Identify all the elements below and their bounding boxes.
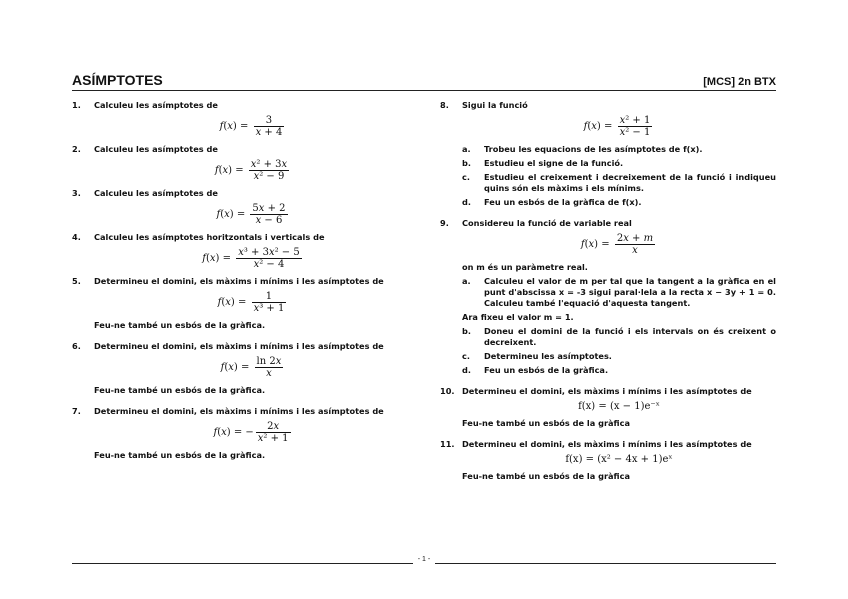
exercise-8-d: d. Feu un esbós de la gràfica de f(x). <box>462 197 642 207</box>
exercise-2: 2. Calculeu les asímptotes de f(x) = $\frac{\text{x² + 3x}}{\text{x² − 9}}$ <box>72 144 412 182</box>
formula-4: f(x) = $\frac{\text{x³ + 3x² − 5}}{\text{x² − 4}}$ <box>202 247 300 270</box>
footer-divider-left <box>72 563 413 564</box>
exercise-8: 8. Sigui la funció f(x) = $\frac{\text{x² + 1}}{\text{x² − 1}}$ a. Trobeu les equacions de les asímptotes de f(x). b. Estudieu el signe de la funció. c. Estudieu el creixement i decreixement de la funció i indiqueu quins són els màxims i els mínims. d. Feu un esbós de la gràfica de f(x). <box>440 100 776 207</box>
formula-10: f(x) = (x − 1)e⁻ˣ <box>578 401 660 412</box>
exercise-5: 5. Determineu el domini, els màxims i mínims i les asímptotes de f(x) = $\frac{1}{\text{x³ + 1}}$ Feu-ne també un esbós de la gràfica. <box>72 276 412 331</box>
exercise-8-b: b. Estudieu el signe de la funció. <box>462 158 624 168</box>
formula-11: f(x) = (x² − 4x + 1)eˣ <box>565 454 673 465</box>
exercise-9-c: c. Determineu les asímptotes. <box>462 351 612 361</box>
formula-3: f(x) = $\frac{5x + 2}{x - 6}$ <box>216 203 286 226</box>
course-tag: [MCS] 2n BTX <box>703 76 776 88</box>
formula-7: f(x) = − $\frac{2x}{\text{x² + 1}}$ <box>213 421 289 444</box>
exercise-4: 4. Calculeu les asímptotes horitzontals i verticals de f(x) = $\frac{\text{x³ + 3x² − 5}}{\text{x² − 4}}$ <box>72 232 412 270</box>
exercise-9: 9. Considereu la funció de variable real f(x) = $\frac{2x + m}{x}$ on m és un paràmetre real. a. Calculeu el valor de m per tal que la tangent a la gràfica en el punt d'abscissa x = -3 sigui paral·lela a la recta x − 3y + 1 = 0. Calculeu també l'equació d'aquesta tangent. Ara fixeu el valor m = 1. b. Doneu el domini de la funció i els intervals on és creixent o decreixent. c. Determineu les asímptotes. d. Feu un esbós de la gràfica. <box>440 218 776 375</box>
formula-6: f(x) = $\frac{\ln 2x}{x}$ <box>220 356 282 379</box>
exercise-1: 1. Calculeu les asímptotes de f(x) = $\frac{3}{x + 4}$ <box>72 100 412 138</box>
formula-2: f(x) = $\frac{\text{x² + 3x}}{\text{x² − 9}}$ <box>214 159 288 182</box>
formula-8: f(x) = $\frac{\text{x² + 1}}{\text{x² − 1}}$ <box>583 115 651 138</box>
left-column <box>72 100 412 464</box>
exercise-8-c: c. Estudieu el creixement i decreixement de la funció i indiqueu quins són els màxims i els mínims. <box>462 172 776 193</box>
footer-divider-right <box>435 563 776 564</box>
formula-9: f(x) = $\frac{2x + m}{x}$ <box>580 233 654 256</box>
exercise-11: 11. Determineu el domini, els màxims i mínims i les asímptotes de f(x) = (x² − 4x + 1)eˣ Feu-ne també un esbós de la gràfica <box>440 439 776 482</box>
exercise-10: 10. Determineu el domini, els màxims i mínims i les asímptotes de f(x) = (x − 1)e⁻ˣ Feu-ne també un esbós de la gràfica <box>440 386 776 429</box>
exercise-3: 3. Calculeu les asímptotes de f(x) = $\frac{5x + 2}{x - 6}$ <box>72 188 412 226</box>
page-number: - 1 - <box>417 556 431 563</box>
right-column <box>440 100 776 485</box>
exercise-8-a: a. Trobeu les equacions de les asímptotes de f(x). <box>462 144 703 154</box>
exercise-7: 7. Determineu el domini, els màxims i mínims i les asímptotes de f(x) = − $\frac{2x}{\text{x² + 1}}$ Feu-ne també un esbós de la gràfica. <box>72 406 412 461</box>
exercise-9-d: d. Feu un esbós de la gràfica. <box>462 365 609 375</box>
formula-5: f(x) = $\frac{1}{\text{x³ + 1}}$ <box>217 291 285 314</box>
exercise-9-b: b. Doneu el domini de la funció i els intervals on és creixent o decreixent. <box>462 326 776 347</box>
page-title: ASÍMPTOTES <box>72 72 163 88</box>
exercise-6: 6. Determineu el domini, els màxims i mínims i les asímptotes de f(x) = $\frac{\ln 2x}{x}$ Feu-ne també un esbós de la gràfica. <box>72 341 412 396</box>
exercise-9-a: a. Calculeu el valor de m per tal que la tangent a la gràfica en el punt d'abscissa x = -3 sigui paral·lela a la recta x − 3y + 1 = 0. Calculeu també l'equació d'aquesta tangent. <box>462 276 776 308</box>
formula-1: f(x) = $\frac{3}{x + 4}$ <box>219 115 283 138</box>
header-divider <box>72 90 776 91</box>
